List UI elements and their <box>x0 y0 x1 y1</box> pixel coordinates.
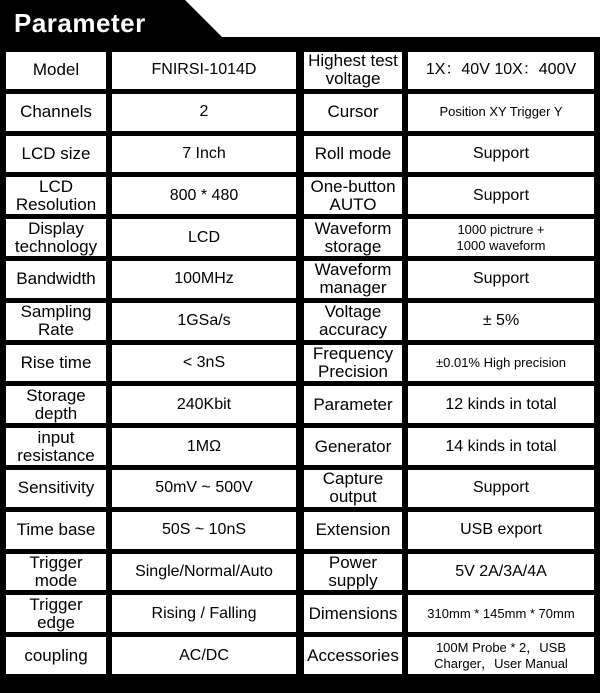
table-cell-l2: Accessories <box>302 635 404 676</box>
header-background <box>222 0 600 37</box>
table-cell-v1: FNIRSI-1014D <box>110 50 298 91</box>
table-cell-v2: Position XY Trigger Y <box>406 92 596 133</box>
table-cell-v1: 50mV ~ 500V <box>110 468 298 509</box>
table-cell-v2: 5V 2A/3A/4A <box>406 552 596 593</box>
table-cell-v2: Support <box>406 468 596 509</box>
table-cell-l2: One-button AUTO <box>302 175 404 216</box>
table-cell-l1: Sampling Rate <box>4 301 108 342</box>
table-cell-l2: Voltage accuracy <box>302 301 404 342</box>
table-cell-v2: USB export <box>406 510 596 551</box>
table-cell-l2: Roll mode <box>302 134 404 175</box>
table-cell-l1: Model <box>4 50 108 91</box>
header-tab <box>0 0 185 47</box>
table-cell-v1: AC/DC <box>110 635 298 676</box>
table-cell-l1: Channels <box>4 92 108 133</box>
table-cell-v2: 100M Probe * 2，USB Charger，User Manual <box>406 635 596 676</box>
table-cell-v2: Support <box>406 134 596 175</box>
table-cell-l1: Rise time <box>4 343 108 384</box>
table-cell-l2: Waveform manager <box>302 259 404 300</box>
page-title: Parameter <box>14 8 146 38</box>
table-cell-v1: 50S ~ 10nS <box>110 510 298 551</box>
table-cell-v2: ±0.01% High precision <box>406 343 596 384</box>
table-cell-l2: Waveform storage <box>302 217 404 258</box>
table-cell-l2: Generator <box>302 426 404 467</box>
parameter-table <box>0 47 600 677</box>
table-cell-l1: coupling <box>4 635 108 676</box>
table-cell-v2: 12 kinds in total <box>406 384 596 425</box>
table-cell-v2: 14 kinds in total <box>406 426 596 467</box>
table-cell-l2: Capture output <box>302 468 404 509</box>
table-cell-l2: Dimensions <box>302 593 404 634</box>
table-cell-l1: Time base <box>4 510 108 551</box>
table-cell-l1: Trigger edge <box>4 593 108 634</box>
table-cell-v1: Single/Normal/Auto <box>110 552 298 593</box>
table-cell-l2: Frequency Precision <box>302 343 404 384</box>
table-cell-v1: 100MHz <box>110 259 298 300</box>
table-cell-l1: Display technology <box>4 217 108 258</box>
table-cell-l2: Power supply <box>302 552 404 593</box>
table-cell-v2: Support <box>406 175 596 216</box>
table-cell-l1: input resistance <box>4 426 108 467</box>
table-cell-l1: Trigger mode <box>4 552 108 593</box>
table-cell-l1: LCD Resolution <box>4 175 108 216</box>
table-cell-v2: 310mm * 145mm * 70mm <box>406 593 596 634</box>
table-cell-v1: LCD <box>110 217 298 258</box>
footer-bar <box>0 677 600 693</box>
table-cell-v1: 240Kbit <box>110 384 298 425</box>
header-underline <box>185 37 600 47</box>
table-cell-l1: Sensitivity <box>4 468 108 509</box>
table-cell-v2: Support <box>406 259 596 300</box>
table-cell-l1: Bandwidth <box>4 259 108 300</box>
table-cell-v1: Rising / Falling <box>110 593 298 634</box>
table-cell-l1: LCD size <box>4 134 108 175</box>
table-cell-l2: Extension <box>302 510 404 551</box>
table-cell-l2: Cursor <box>302 92 404 133</box>
table-cell-l2: Parameter <box>302 384 404 425</box>
table-cell-v1: 7 Inch <box>110 134 298 175</box>
table-cell-v1: 2 <box>110 92 298 133</box>
table-cell-v1: 800 * 480 <box>110 175 298 216</box>
table-cell-l2: Highest test voltage <box>302 50 404 91</box>
header-notch <box>185 0 222 37</box>
table-cell-l1: Storage depth <box>4 384 108 425</box>
table-cell-v1: < 3nS <box>110 343 298 384</box>
table-cell-v2: 1000 pictrure + 1000 waveform <box>406 217 596 258</box>
table-cell-v1: 1GSa/s <box>110 301 298 342</box>
table-cell-v2: ± 5% <box>406 301 596 342</box>
table-cell-v2: 1X：40V 10X：400V <box>406 50 596 91</box>
table-cell-v1: 1MΩ <box>110 426 298 467</box>
